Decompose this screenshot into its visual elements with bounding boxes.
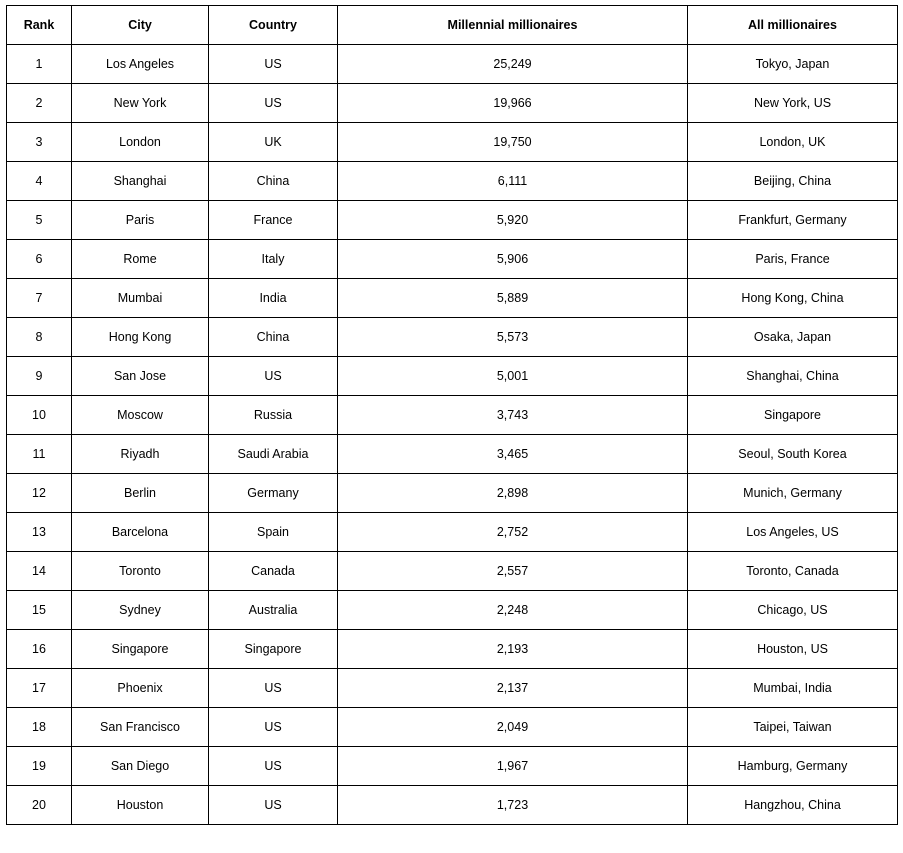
cell-all-millionaires: Frankfurt, Germany — [688, 201, 898, 240]
cell-country: UK — [209, 123, 338, 162]
cell-rank: 6 — [7, 240, 72, 279]
cell-city: San Jose — [72, 357, 209, 396]
cell-millennial-millionaires: 1,967 — [338, 747, 688, 786]
cell-country: US — [209, 45, 338, 84]
cell-all-millionaires: Tokyo, Japan — [688, 45, 898, 84]
table-row — [7, 591, 898, 630]
table-row — [7, 240, 898, 279]
cell-millennial-millionaires: 2,248 — [338, 591, 688, 630]
cell-millennial-millionaires: 2,137 — [338, 669, 688, 708]
cell-country: US — [209, 747, 338, 786]
cell-city: San Diego — [72, 747, 209, 786]
cell-city: Mumbai — [72, 279, 209, 318]
table-row — [7, 123, 898, 162]
cell-rank: 16 — [7, 630, 72, 669]
cell-country: Canada — [209, 552, 338, 591]
table-row — [7, 162, 898, 201]
cell-city: New York — [72, 84, 209, 123]
cell-all-millionaires: Los Angeles, US — [688, 513, 898, 552]
cell-all-millionaires: Seoul, South Korea — [688, 435, 898, 474]
cell-all-millionaires: Shanghai, China — [688, 357, 898, 396]
cell-rank: 7 — [7, 279, 72, 318]
cell-all-millionaires: Hangzhou, China — [688, 786, 898, 825]
cell-city: Riyadh — [72, 435, 209, 474]
cell-country: Russia — [209, 396, 338, 435]
cell-city: Hong Kong — [72, 318, 209, 357]
cell-rank: 3 — [7, 123, 72, 162]
table-container — [6, 5, 898, 825]
cell-rank: 12 — [7, 474, 72, 513]
cell-rank: 1 — [7, 45, 72, 84]
header-row — [7, 6, 898, 45]
cell-all-millionaires: Hong Kong, China — [688, 279, 898, 318]
cell-millennial-millionaires: 3,743 — [338, 396, 688, 435]
header-millennial-millionaires: Millennial millionaires — [338, 6, 688, 45]
cell-city: Berlin — [72, 474, 209, 513]
cell-all-millionaires: Mumbai, India — [688, 669, 898, 708]
cell-millennial-millionaires: 5,906 — [338, 240, 688, 279]
cell-city: Toronto — [72, 552, 209, 591]
table-row — [7, 279, 898, 318]
table-row — [7, 552, 898, 591]
cell-rank: 19 — [7, 747, 72, 786]
cell-millennial-millionaires: 2,898 — [338, 474, 688, 513]
cell-rank: 20 — [7, 786, 72, 825]
table-row — [7, 630, 898, 669]
cell-millennial-millionaires: 2,193 — [338, 630, 688, 669]
cell-millennial-millionaires: 5,920 — [338, 201, 688, 240]
cell-city: Rome — [72, 240, 209, 279]
cell-all-millionaires: Hamburg, Germany — [688, 747, 898, 786]
cell-rank: 18 — [7, 708, 72, 747]
cell-millennial-millionaires: 19,966 — [338, 84, 688, 123]
table-row — [7, 708, 898, 747]
table-row — [7, 357, 898, 396]
cell-city: Shanghai — [72, 162, 209, 201]
table-row — [7, 201, 898, 240]
cell-millennial-millionaires: 25,249 — [338, 45, 688, 84]
cell-city: London — [72, 123, 209, 162]
cell-city: Phoenix — [72, 669, 209, 708]
table-header — [7, 6, 898, 45]
cell-millennial-millionaires: 1,723 — [338, 786, 688, 825]
cell-city: Moscow — [72, 396, 209, 435]
cell-country: China — [209, 162, 338, 201]
cell-all-millionaires: Toronto, Canada — [688, 552, 898, 591]
table-row — [7, 45, 898, 84]
cell-millennial-millionaires: 2,049 — [338, 708, 688, 747]
cell-rank: 15 — [7, 591, 72, 630]
cell-country: France — [209, 201, 338, 240]
cell-rank: 8 — [7, 318, 72, 357]
millionaires-table — [6, 5, 898, 825]
cell-all-millionaires: Beijing, China — [688, 162, 898, 201]
cell-millennial-millionaires: 3,465 — [338, 435, 688, 474]
table-row — [7, 669, 898, 708]
cell-all-millionaires: New York, US — [688, 84, 898, 123]
cell-country: Spain — [209, 513, 338, 552]
cell-city: Sydney — [72, 591, 209, 630]
table-body — [7, 45, 898, 825]
table-row — [7, 474, 898, 513]
cell-all-millionaires: Houston, US — [688, 630, 898, 669]
cell-city: Barcelona — [72, 513, 209, 552]
cell-country: Australia — [209, 591, 338, 630]
cell-millennial-millionaires: 5,001 — [338, 357, 688, 396]
cell-all-millionaires: Osaka, Japan — [688, 318, 898, 357]
cell-all-millionaires: Paris, France — [688, 240, 898, 279]
cell-rank: 2 — [7, 84, 72, 123]
cell-all-millionaires: Taipei, Taiwan — [688, 708, 898, 747]
cell-country: US — [209, 669, 338, 708]
cell-country: US — [209, 786, 338, 825]
cell-country: Singapore — [209, 630, 338, 669]
table-row — [7, 318, 898, 357]
cell-country: China — [209, 318, 338, 357]
cell-city: Los Angeles — [72, 45, 209, 84]
cell-country: US — [209, 708, 338, 747]
header-country: Country — [209, 6, 338, 45]
cell-rank: 14 — [7, 552, 72, 591]
cell-country: India — [209, 279, 338, 318]
cell-rank: 4 — [7, 162, 72, 201]
cell-millennial-millionaires: 2,557 — [338, 552, 688, 591]
table-row — [7, 396, 898, 435]
cell-millennial-millionaires: 19,750 — [338, 123, 688, 162]
cell-millennial-millionaires: 6,111 — [338, 162, 688, 201]
table-row — [7, 513, 898, 552]
header-city: City — [72, 6, 209, 45]
table-row — [7, 747, 898, 786]
header-all-millionaires: All millionaires — [688, 6, 898, 45]
cell-city: Singapore — [72, 630, 209, 669]
cell-city: San Francisco — [72, 708, 209, 747]
cell-rank: 5 — [7, 201, 72, 240]
cell-rank: 10 — [7, 396, 72, 435]
cell-city: Houston — [72, 786, 209, 825]
cell-all-millionaires: London, UK — [688, 123, 898, 162]
cell-rank: 9 — [7, 357, 72, 396]
header-rank: Rank — [7, 6, 72, 45]
cell-rank: 17 — [7, 669, 72, 708]
cell-country: US — [209, 84, 338, 123]
table-row — [7, 84, 898, 123]
cell-country: US — [209, 357, 338, 396]
cell-millennial-millionaires: 2,752 — [338, 513, 688, 552]
cell-millennial-millionaires: 5,573 — [338, 318, 688, 357]
cell-country: Saudi Arabia — [209, 435, 338, 474]
cell-rank: 13 — [7, 513, 72, 552]
table-row — [7, 786, 898, 825]
cell-country: Germany — [209, 474, 338, 513]
table-row — [7, 435, 898, 474]
cell-country: Italy — [209, 240, 338, 279]
cell-all-millionaires: Chicago, US — [688, 591, 898, 630]
cell-rank: 11 — [7, 435, 72, 474]
cell-all-millionaires: Singapore — [688, 396, 898, 435]
cell-city: Paris — [72, 201, 209, 240]
cell-all-millionaires: Munich, Germany — [688, 474, 898, 513]
cell-millennial-millionaires: 5,889 — [338, 279, 688, 318]
